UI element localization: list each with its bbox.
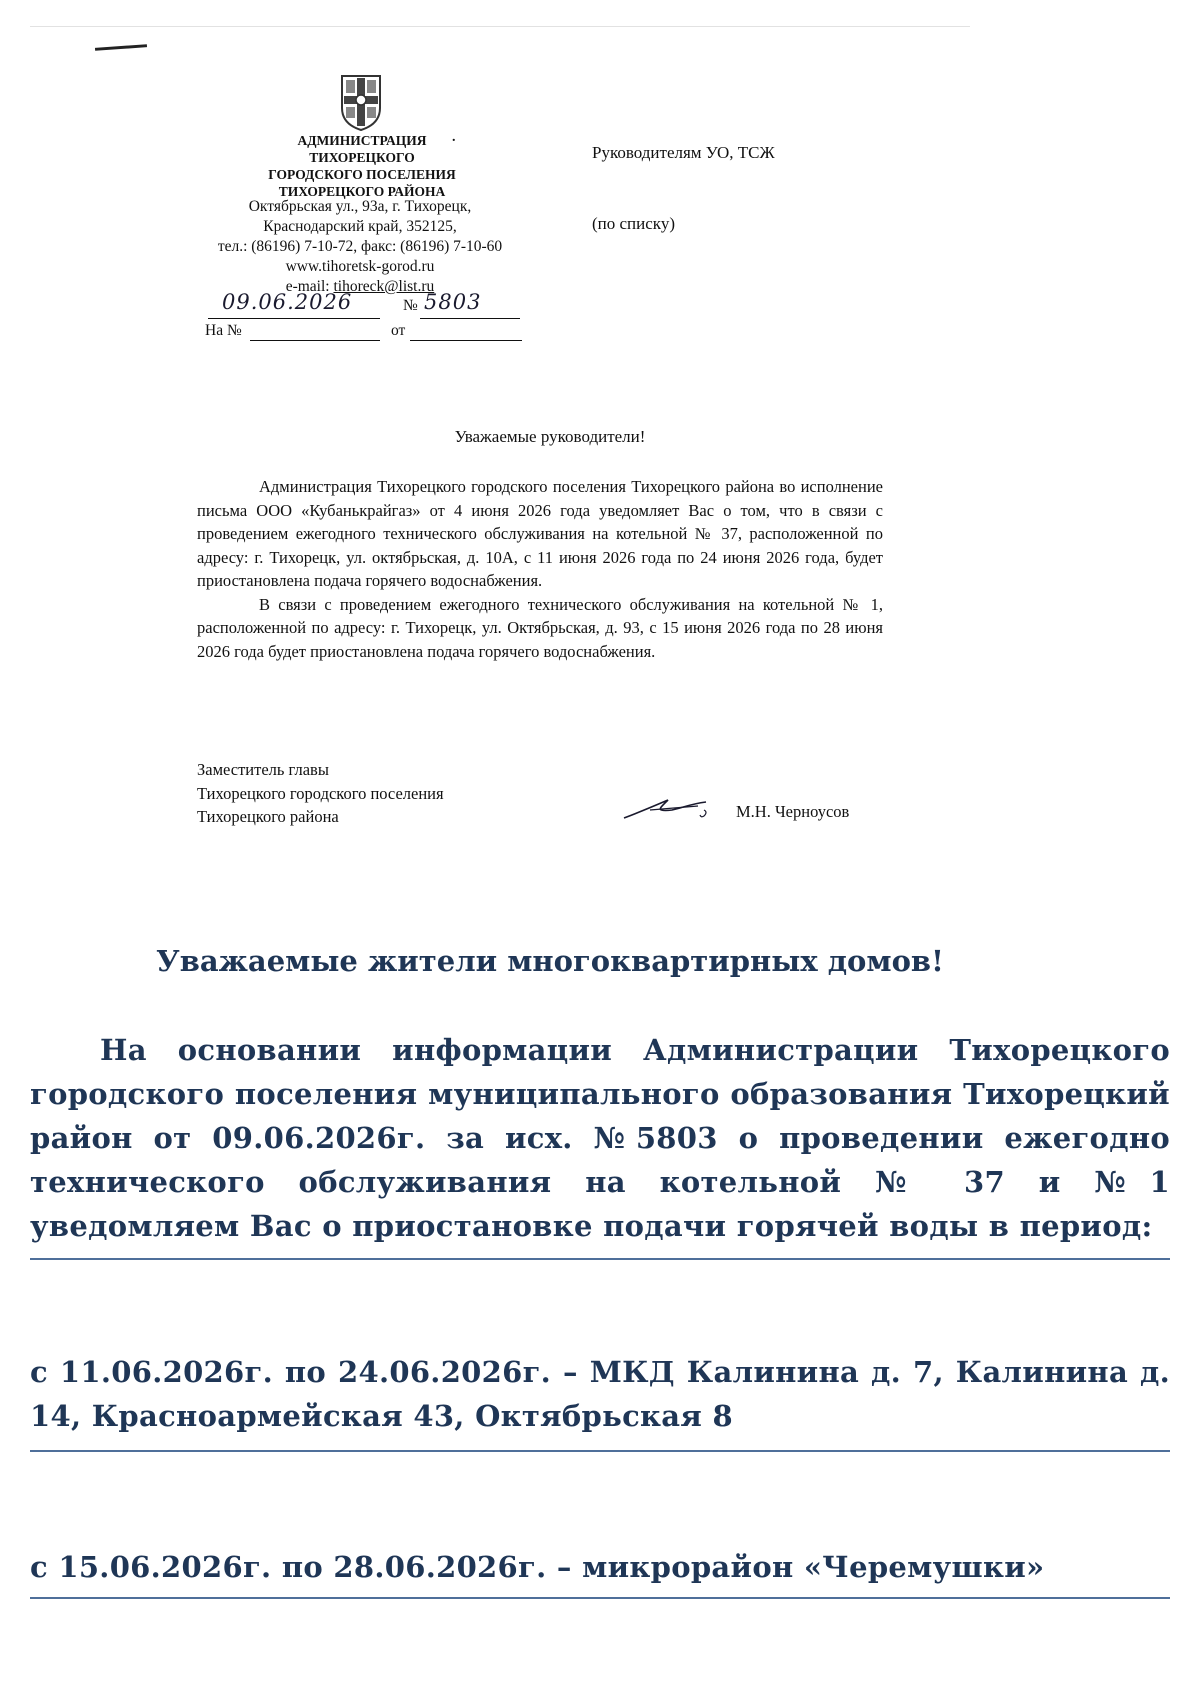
reg-date: 09.06.2026 [222,290,353,314]
recipient-note: (по списку) [592,214,675,233]
address-line: Октябрьская ул., 93а, г. Тихорецк, [248,198,472,215]
signer-line: Заместитель главы [197,760,329,779]
signer-line: Тихорецкого городского поселения [197,783,444,803]
signer-name: М.Н. Черноусов [736,802,850,821]
ref-date-line [410,340,522,341]
scan-mark [95,44,147,51]
stray-dot: . [452,130,456,145]
organization-name [202,132,522,200]
reg-number: 5803 [424,290,482,314]
phone-line: тел.: (86196) 7-10-72, факс: (86196) 7-10-60 [217,238,503,255]
email-label: e-mail: [285,278,334,295]
divider [30,1258,1170,1260]
reg-date-line [208,318,380,319]
divider [30,1450,1170,1452]
divider [30,1597,1170,1599]
ref-no-line [250,340,380,341]
reg-no-label: № [403,297,418,314]
signer-block [197,758,444,829]
top-divider [30,26,970,27]
coat-of-arms-icon [338,72,384,132]
org-line: ТИХОРЕЦКОГО РАЙОНА [278,184,446,199]
handwritten-signature [620,790,720,824]
ref-label: На № [205,322,242,339]
recipient: Руководителям УО, ТСЖ [592,143,775,162]
salutation: Уважаемые руководители! [454,427,646,446]
outage-period-1: с 11.06.2026г. по 24.06.2026г. – МКД Калинина д. 7, Калинина д. 14, Красноармейская 43, Октябрьская 8 [30,1355,1170,1433]
outage-period-2: с 15.06.2026г. по 28.06.2026г. – микрорайон «Черемушки» [30,1550,1045,1584]
organization-contacts [190,197,530,297]
notice-body [30,1028,1170,1248]
reg-no-line [420,318,520,319]
letter-paragraph: В связи с проведением ежегодного технического обслуживания на котельной № 1, расположенной по адресу: г. Тихорецк, ул. Октябрьская, д. 93, с 15 июня 2026 года по 28 июня 2026 года будет приостановлена подача горячего водоснабжения. [197,594,883,661]
ref-from-label: от [391,322,406,339]
org-line: АДМИНИСТРАЦИЯ [297,133,427,148]
email-link[interactable]: tihoreck@list.ru [333,278,435,295]
letter-paragraph: Администрация Тихорецкого городского поселения Тихорецкого района во исполнение письма ООО «Кубанькрайгаз» от 4 июня 2026 года уведомляет Вас о том, что в связи с проведением ежегодного технического обслуживания на котельной № 37, расположенной по адресу: г. Тихорецк, ул. октябрьская, д. 10А, с 11 июня 2026 года по 24 июня 2026 года, будет приостановлена подача горячего водоснабжения. [197,477,883,590]
signer-line: Тихорецкого района [197,807,339,826]
letter-body [197,475,883,663]
address-line: Краснодарский край, 352125, [263,218,457,235]
org-line: ГОРОДСКОГО ПОСЕЛЕНИЯ [268,167,456,182]
notice-heading: Уважаемые жители многоквартирных домов! [156,944,944,978]
notice-paragraph: На основании информации Администрации Тихорецкого городского поселения муниципального образования Тихорецкий район от 09.06.2026г. за исх. №5803 о проведении ежегодно технического обслуживания на котельной № 37 и №1 уведомляем Вас о приостановке подачи горячей воды в период: [30,1033,1170,1243]
org-line: ТИХОРЕЦКОГО [309,150,415,165]
website-line: www.tihoretsk-gorod.ru [285,258,435,275]
